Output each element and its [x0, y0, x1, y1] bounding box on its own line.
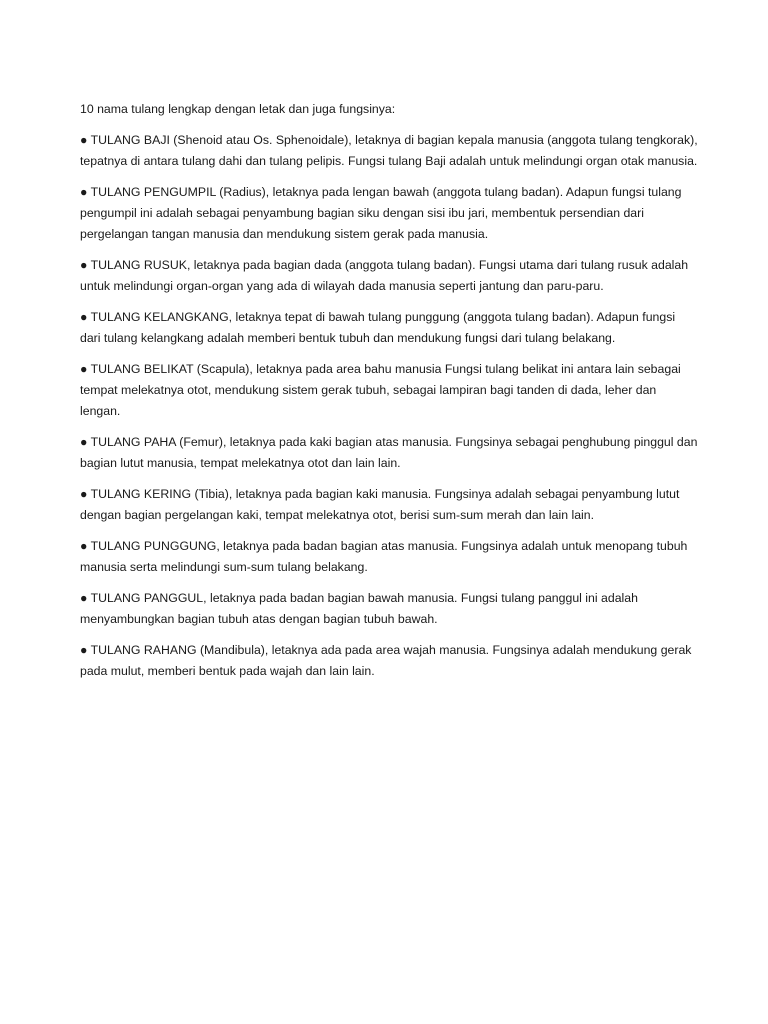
paragraph-tulang-rusuk: ● TULANG RUSUK, letaknya pada bagian dada (anggota tulang badan). Fungsi utama dari tulang rusuk adalah untuk melindungi organ-organ yang ada di wilayah dada manusia seperti jantung dan paru-paru.	[80, 258, 689, 293]
paragraph-tulang-belikat: ● TULANG BELIKAT (Scapula), letaknya pada area bahu manusia Fungsi tulang belikat ini antara lain sebagai tempat melekatnya otot, mendukung sistem gerak tubuh, sebagai lampiran bagi tanden di dada, leher dan lengan.	[80, 362, 681, 418]
paragraph-tulang-punggung: ● TULANG PUNGGUNG, letaknya pada badan bagian atas manusia. Fungsinya adalah untuk menopang tubuh manusia serta melindungi sum-sum tulang belakang.	[80, 539, 688, 574]
paragraph-tulang-kering: ● TULANG KERING (Tibia), letaknya pada bagian kaki manusia. Fungsinya adalah sebagai penyambung lutut dengan bagian pergelangan kaki, tempat melekatnya otot, berisi sum-sum merah dan lain lain.	[80, 487, 680, 522]
document-heading: 10 nama tulang lengkap dengan letak dan juga fungsinya:	[80, 102, 396, 116]
paragraph-tulang-paha: ● TULANG PAHA (Femur), letaknya pada kaki bagian atas manusia. Fungsinya sebagai penghubung pinggul dan bagian lutut manusia, tempat melekatnya otot dan lain lain.	[80, 435, 698, 470]
paragraph-tulang-kelangkang: ● TULANG KELANGKANG, letaknya tepat di bawah tulang punggung (anggota tulang badan). Adapun fungsi dari tulang kelangkang adalah memberi bentuk tubuh dan mendukung fungsi dari tulang belakang.	[80, 310, 676, 345]
paragraph-tulang-rahang: ● TULANG RAHANG (Mandibula), letaknya ada pada area wajah manusia. Fungsinya adalah mendukung gerak pada mulut, memberi bentuk pada wajah dan lain lain.	[80, 643, 692, 678]
paragraph-tulang-pengumpil: ● TULANG PENGUMPIL (Radius), letaknya pada lengan bawah (anggota tulang badan). Adapun fungsi tulang pengumpil ini adalah sebagai penyambung bagian siku dengan sisi ibu jari, membentuk persendian dari pergelangan tangan manusia dan mendukung sistem gerak pada manusia.	[80, 185, 682, 241]
paragraph-tulang-panggul: ● TULANG PANGGUL, letaknya pada badan bagian bawah manusia. Fungsi tulang panggul ini adalah menyambungkan bagian tubuh atas dengan bagian tubuh bawah.	[80, 591, 638, 626]
paragraph-tulang-baji: ● TULANG BAJI (Shenoid atau Os. Sphenoidale), letaknya di bagian kepala manusia (anggota tulang tengkorak), tepatnya di antara tulang dahi dan tulang pelipis. Fungsi tulang Baji adalah untuk melindungi organ otak manusia.	[80, 133, 698, 168]
